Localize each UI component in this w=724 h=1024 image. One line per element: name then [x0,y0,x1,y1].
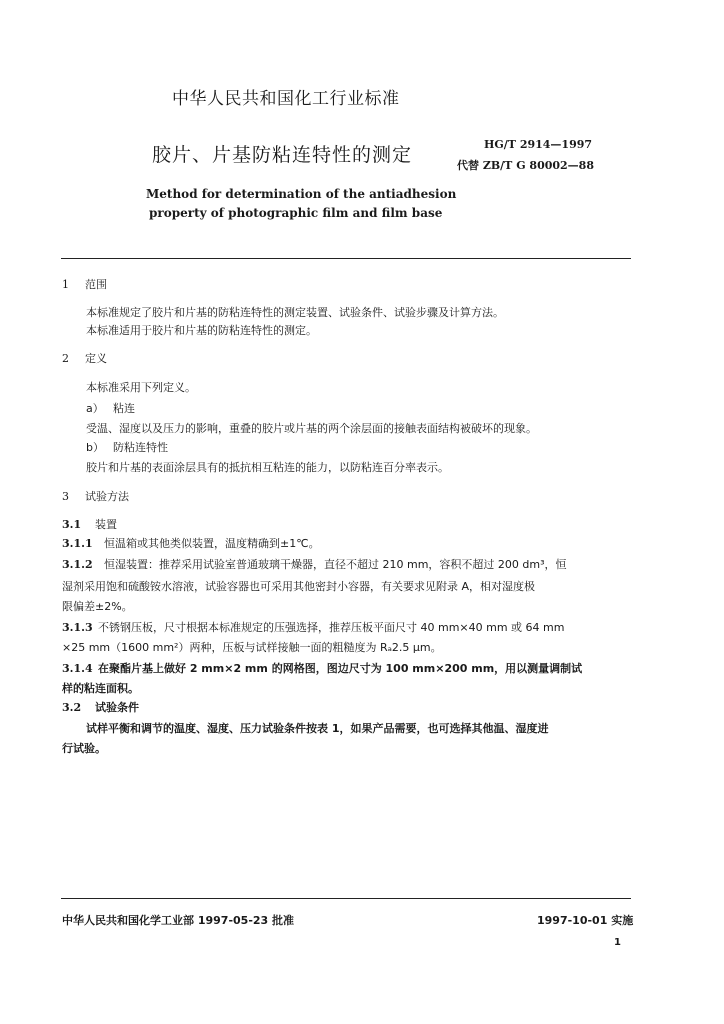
section-3-1-2-line-1: 恒湿装置：推荐采用试验室普通玻璃干燥器，直径不超过 210 mm，容积不超过 200 dm³，恒 [104,558,567,571]
section-3-1-3-line-1: 不锈钢压板，尺寸根据本标准规定的压强选择，推荐压板平面尺寸 40 mm×40 mm 或 64 mm [98,621,565,634]
section-3-1-3-number: 3.1.3 [62,621,93,634]
section-3-1-2-line-2: 湿剂采用饱和硫酸铵水溶液，试验容器也可采用其他密封小容器，有关要求见附录 A，相对湿度极 [62,580,536,593]
section-3-1-1-number: 3.1.1 [62,537,93,550]
section-3-2-title: 试验条件 [95,701,139,714]
standard-code: HG/T 2914—1997 [484,138,593,151]
section-1-title: 范围 [85,278,107,291]
document-title: 胶片、片基防粘连特性的测定 [152,144,413,166]
section-3-2-line-2: 行试验。 [62,742,106,755]
section-3-1-4-number: 3.1.4 [62,662,93,675]
definition-b-label: b） [86,441,104,454]
section-3-1-2-number: 3.1.2 [62,558,93,571]
definition-b-text: 胶片和片基的表面涂层具有的抵抗相互粘连的能力，以防粘连百分率表示。 [86,461,449,474]
definition-a-text: 受温、湿度以及压力的影响，重叠的胶片或片基的两个涂层面的接触表面结构被破坏的现象。 [86,422,537,435]
english-title-line-2: property of photographic film and film base [149,206,443,220]
section-3-2-line-1: 试样平衡和调节的温度、湿度、压力试验条件按表 1，如果产品需要，也可选择其他温、湿度进 [86,722,549,735]
effective-date: 1997-10-01 实施 [537,914,634,927]
section-3-1-2-line-3: 限偏差±2%。 [62,600,133,613]
footer-divider [61,898,631,899]
replaced-standard: 代替 ZB/T G 80002—88 [457,159,594,172]
definition-a-label: a） [86,402,104,415]
section-1-paragraph-1: 本标准规定了胶片和片基的防粘连特性的测定装置、试验条件、试验步骤及计算方法。 [86,306,504,319]
section-3-title: 试验方法 [85,490,129,503]
page-number: 1 [614,937,621,948]
section-3-1-3-line-2: ×25 mm（1600 mm²）两种，压板与试样接触一面的粗糙度为 Rₐ2.5 μm。 [62,641,442,654]
section-2-number: 2 [62,352,69,365]
section-2-title: 定义 [85,352,107,365]
section-3-1-title: 装置 [95,518,117,531]
section-3-number: 3 [62,490,69,503]
english-title-line-1: Method for determination of the antiadhesion [146,187,457,201]
definition-a-term: 粘连 [113,402,135,415]
approval-line: 中华人民共和国化学工业部 1997-05-23 批准 [62,914,295,927]
section-3-1-1-text: 恒温箱或其他类似装置，温度精确到±1℃。 [104,537,320,550]
section-2-intro: 本标准采用下列定义。 [86,381,196,394]
header-divider [61,258,631,259]
section-3-1-4-line-1: 在聚酯片基上做好 2 mm×2 mm 的网格图，图边尺寸为 100 mm×200 mm，用以测量调制试 [98,662,583,675]
definition-b-term: 防粘连特性 [113,441,168,454]
section-3-1-4-line-2: 样的粘连面积。 [62,682,139,695]
standard-header: 中华人民共和国化工行业标准 [172,89,400,109]
section-1-paragraph-2: 本标准适用于胶片和片基的防粘连特性的测定。 [86,324,317,337]
section-1-number: 1 [62,278,69,291]
section-3-2-number: 3.2 [62,701,82,714]
section-3-1-number: 3.1 [62,518,82,531]
